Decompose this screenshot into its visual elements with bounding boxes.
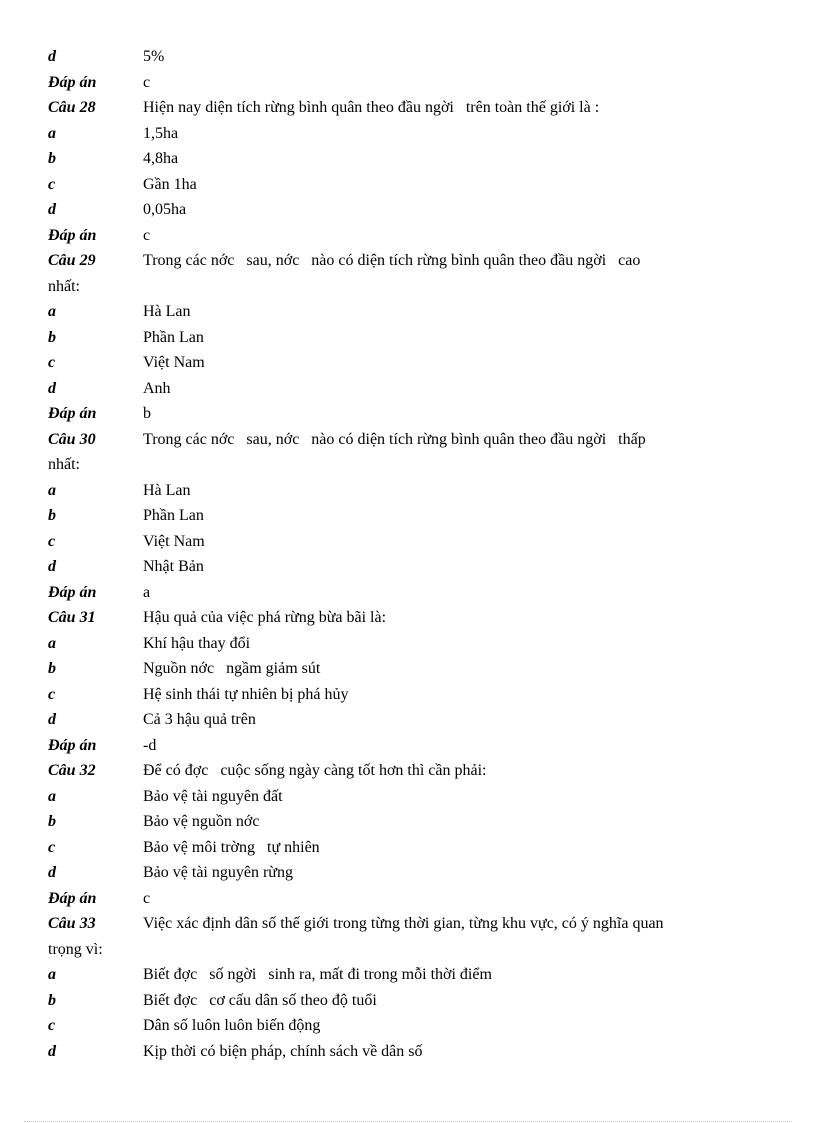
line-text: Biết đợc số ngời sinh ra, mất đi trong mỗi thời điểm [143,966,492,983]
line-label: Câu 32 [48,762,96,779]
line-text: Cả 3 hậu quả trên [143,711,256,728]
line-label: b [48,991,56,1009]
line-text: Bảo vệ nguồn nớc [143,813,260,830]
line-label: b [48,150,56,167]
question-line [0,376,816,402]
line-label: c [48,532,56,550]
question-line [0,146,816,172]
question-line [0,682,816,708]
line-label: a [48,787,56,805]
question-line [0,1013,816,1039]
line-label: Đáp án [48,73,97,91]
line-text: -d [143,736,157,754]
question-line [0,350,816,376]
question-line [0,70,816,96]
line-label: c [48,1017,56,1034]
line-text: Nguồn nớc ngầm giảm sút [143,660,321,677]
line-text: 4,8ha [143,150,179,167]
question-line [0,121,816,147]
question-line [0,784,816,810]
line-label: b [48,507,56,524]
line-text: Phần Lan [143,328,204,346]
line-text: 0,05ha [143,201,187,218]
question-line [0,860,816,886]
question-line [0,809,816,835]
question-line [0,401,816,427]
line-label: d [48,48,56,65]
line-label: c [48,838,56,856]
line-label: Câu 28 [48,99,96,116]
line-text: Kịp thời có biện pháp, chính sách về dân số [143,1042,423,1060]
question-line [0,44,816,70]
line-text: a [143,583,151,601]
question-line [0,197,816,223]
line-label: Câu 29 [48,252,96,269]
question-line [0,911,816,937]
question-line [0,631,816,657]
line-label: c [48,175,56,193]
line-continuation: nhất: [48,456,80,473]
line-text: Trong các nớc sau, nớc nào có diện tích rừng bình quân theo đầu ngời thấp [143,430,646,448]
line-text: c [143,889,151,907]
line-text: Hà Lan [143,303,191,320]
question-line [0,172,816,198]
line-label: b [48,660,56,677]
line-label: d [48,379,56,397]
question-line [0,1039,816,1065]
question-line [0,886,816,912]
line-text: Biết đợc cơ cấu dân số theo độ tuổi [143,991,377,1009]
line-text: 1,5ha [143,124,179,142]
question-line [0,427,816,453]
line-label: d [48,201,56,218]
line-label: Đáp án [48,889,97,907]
line-text: Nhật Bản [143,558,204,575]
question-line [0,325,816,351]
line-label: d [48,864,56,881]
line-label: b [48,813,56,830]
line-label: a [48,481,56,499]
question-line [0,988,816,1014]
line-text: Hà Lan [143,481,191,499]
question-line [0,554,816,580]
line-label: Câu 30 [48,430,96,448]
question-line [0,733,816,759]
line-text: Hậu quả của việc phá rừng bừa bãi là: [143,609,387,626]
line-label: a [48,966,56,983]
line-text: Bảo vệ tài nguyên rừng [143,864,293,881]
question-line [0,758,816,784]
line-label: Câu 33 [48,915,96,932]
line-label: c [48,354,56,371]
line-text: Việt Nam [143,532,205,550]
line-label: Đáp án [48,226,97,244]
question-line [0,478,816,504]
question-line [0,529,816,555]
line-label: Đáp án [48,736,97,754]
question-line [0,299,816,325]
line-text: Hiện nay diện tích rừng bình quân theo đầu ngời trên toàn thế giới là : [143,99,600,116]
line-label: a [48,124,56,142]
question-line [0,503,816,529]
line-text: 5% [143,48,165,65]
line-text: c [143,226,151,244]
question-line [0,962,816,988]
line-text: Gần 1ha [143,175,197,193]
line-text: Hệ sinh thái tự nhiên bị phá hủy [143,685,349,703]
line-label: d [48,711,56,728]
line-text: Để có đợc cuộc sống ngày càng tốt hơn thì cần phải: [143,762,487,779]
line-text: Trong các nớc sau, nớc nào có diện tích rừng bình quân theo đầu ngời cao [143,252,641,269]
line-text: Việc xác định dân số thế giới trong từng thời gian, từng khu vực, có ý nghĩa quan [143,915,664,932]
question-line [0,605,816,631]
line-label: a [48,303,56,320]
line-label: Đáp án [48,405,97,422]
line-continuation: nhất: [48,277,80,295]
question-line [0,223,816,249]
line-label: b [48,328,56,346]
line-label: a [48,634,56,652]
question-line [0,248,816,274]
line-label: d [48,1042,56,1060]
line-text: b [143,405,151,422]
line-text: Anh [143,379,171,397]
line-continuation: trọng vì: [48,940,103,958]
question-line [0,656,816,682]
question-line [0,95,816,121]
page-bottom-rule [24,1121,792,1122]
line-label: d [48,558,56,575]
line-label: c [48,685,56,703]
line-text: Việt Nam [143,354,205,371]
question-line [0,835,816,861]
line-text: Khí hậu thay đổi [143,634,251,652]
line-text: Bảo vệ tài nguyên đất [143,787,283,805]
line-text: Bảo vệ môi trờng tự nhiên [143,838,320,856]
line-text: Phần Lan [143,507,204,524]
line-label: Đáp án [48,583,97,601]
question-line [0,707,816,733]
question-line [0,580,816,606]
document-page [0,44,816,1064]
line-label: Câu 31 [48,609,96,626]
line-text: c [143,73,151,91]
line-text: Dân số luôn luôn biến động [143,1017,321,1034]
